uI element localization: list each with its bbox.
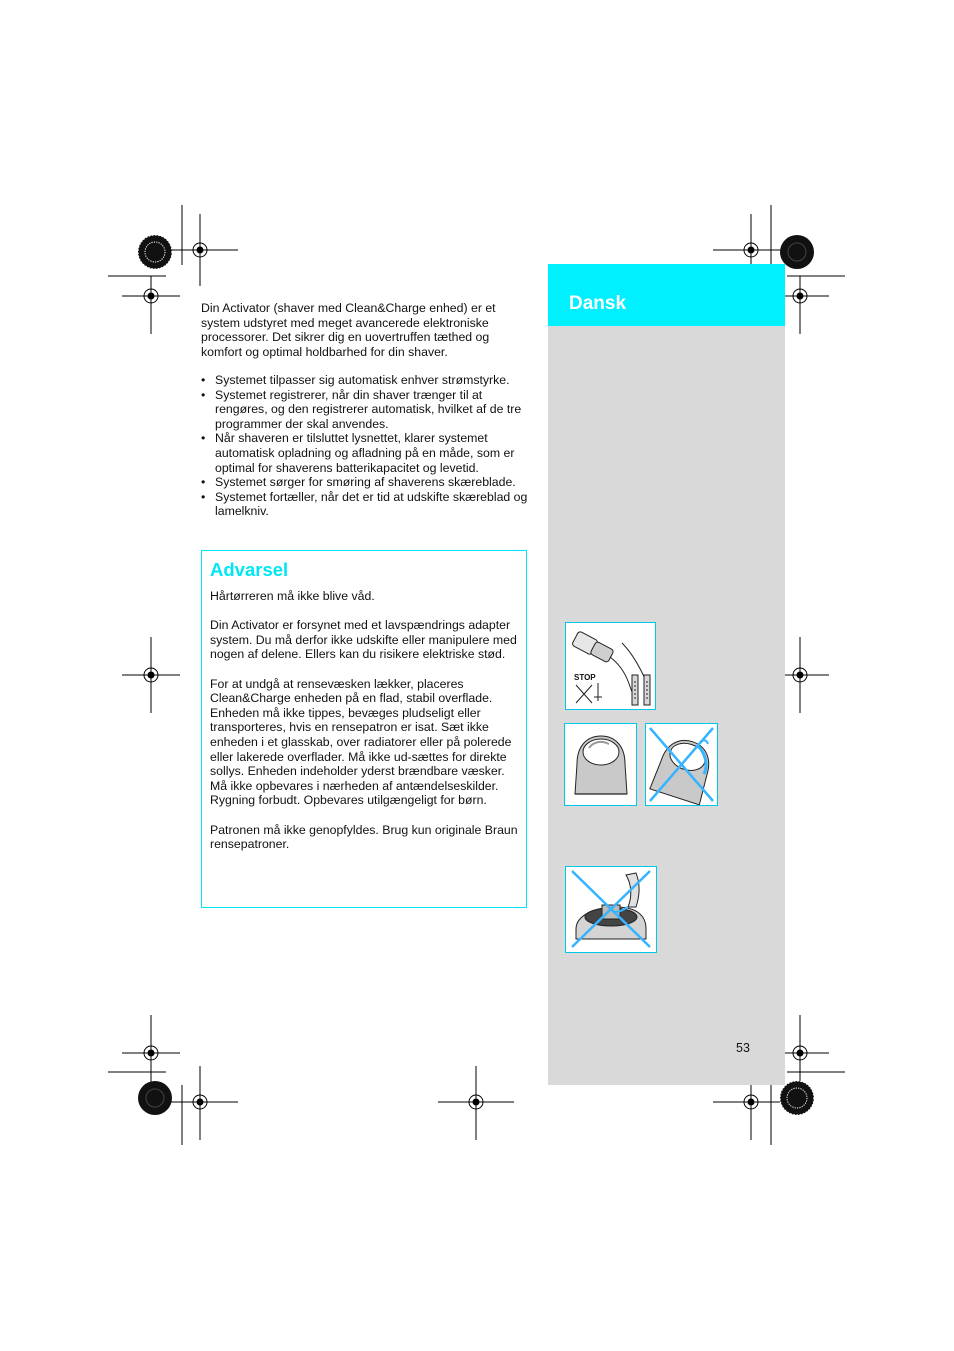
list-item: • Når shaveren er tilsluttet lysnettet, klarer systemet automatisk opladning og afladning på en måde, som er optimal for shaverens batterikapacitet og levetid. [201,431,533,475]
adapter-plug-illustration [565,622,656,710]
unit-upright-illustration [564,723,637,806]
cartridge-refill-warning-illustration [565,866,657,953]
page-number: 53 [736,1041,750,1055]
intro-paragraph: Din Activator (shaver med Clean&Charge enhed) er et system udstyret med meget avancerede elektroniske processorer. Det sikrer dig en uovertruffen tæthed og komfort og optimal holdbarhed for din shaver. [201,301,496,359]
warning-paragraph: Patronen må ikke genopfyldes. Brug kun originale Braun rensepatroner. [210,822,518,852]
stop-label: STOP [574,673,596,682]
list-item: • Systemet tilpasser sig automatisk enhver strømstyrke. [201,373,533,388]
warning-paragraph: Din Activator er forsynet med et lavspændrings adapter system. Du må derfor ikke udskifte eller manipulere med nogen af delene. Ellers kan du risikere elektriske stød. [210,618,517,662]
warning-title: Advarsel [210,559,289,580]
unit-tipped-warning-illustration [645,723,718,806]
list-item: • Systemet fortæller, når det er tid at udskifte skæreblad og lamelkniv. [201,490,533,519]
warning-paragraph: Hårtørreren må ikke blive våd. [210,589,375,603]
list-item: • Systemet registrerer, når din shaver trænger til at rengøres, og den registrerer automatisk, hvilket af de tre programmer der skal anvendes. [201,388,533,432]
warning-paragraph: For at undgå at rensevæsken lækker, placeres Clean&Charge enheden på en flad, stabil overflade. Enheden må ikke tippes, bevæges pludseligt eller transporteres, hvis en rensepatron er isat. Sæt ikke enheden i et glasskab, over radiatorer eller på polerede eller lakerede overflader. Må ikke ud-sættes for direkte sollys. Enheden indeholder yderst brændbare væsker. Må ikke opbevares i nærheden af antændelseskilder. Rygning forbudt. Opbevares utilgængeligt for børn. [210,676,512,808]
language-title: Dansk [569,293,627,314]
warning-text [210,589,522,852]
list-item: • Systemet sørger for smøring af shaverens skæreblade. [201,475,533,490]
feature-list [201,373,533,519]
